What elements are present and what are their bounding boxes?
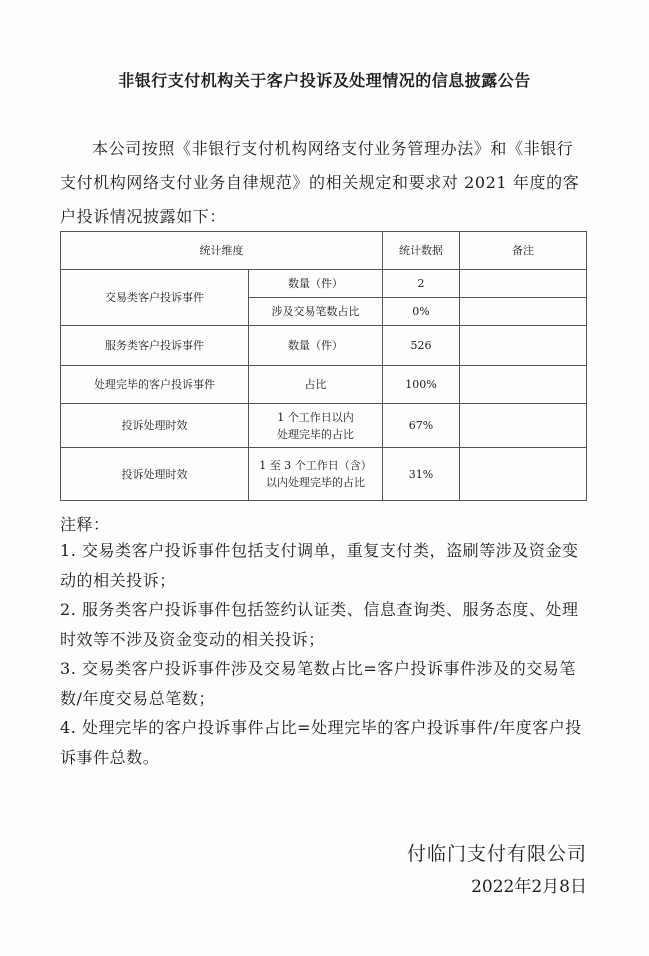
header-remarks: 备注 [460,232,587,270]
note-item: 4. 处理完毕的客户投诉事件占比=处理完毕的客户投诉事件/年度客户投诉事件总数。 [60,718,582,767]
row-remark [460,366,587,404]
row-value: 100% [383,366,460,404]
table-row [61,448,587,501]
intro-paragraph: 本公司按照《非银行支付机构网络支付业务管理办法》和《非银行支付机构网络支付业务自律规范》的相关规定和要求对 2021 年度的客户投诉情况披露如下： [60,139,580,226]
row-category: 服务类客户投诉事件 [61,326,249,366]
row-metric [249,448,383,501]
signature-company: 付临门支付有限公司 [406,843,587,865]
header-dimension: 统计维度 [61,232,383,270]
row-category: 交易类客户投诉事件 [61,270,249,326]
row-remark [460,326,587,366]
row-metric: 数量（件） [249,326,383,366]
row-metric-line: 处理完毕的占比 [277,427,354,441]
row-metric-line: 1 个工作日以内 [277,410,354,424]
row-remark [460,270,587,298]
row-value: 0% [383,298,460,326]
table-row [61,404,587,448]
row-remark [460,448,587,501]
table-row [61,270,587,298]
row-remark [460,404,587,448]
table-header-row [61,232,587,270]
row-value: 67% [383,404,460,448]
notes-heading: 注释： [60,515,110,534]
note-item: 1. 交易类客户投诉事件包括支付调单，重复支付类，盗刷等涉及资金变动的相关投诉； [60,541,579,590]
row-value: 2 [383,270,460,298]
row-value: 526 [383,326,460,366]
note-item: 2. 服务类客户投诉事件包括签约认证类、信息查询类、服务态度、处理时效等不涉及资金变动的相关投诉； [60,600,579,649]
row-value: 31% [383,448,460,501]
complaint-stats-table [60,231,587,501]
row-category: 处理完毕的客户投诉事件 [61,366,249,404]
row-metric: 占比 [249,366,383,404]
row-metric [249,404,383,448]
signature-date: 2022年2月8日 [471,877,587,897]
row-metric: 涉及交易笔数占比 [249,298,383,326]
row-category: 投诉处理时效 [61,404,249,448]
document-title: 非银行支付机构关于客户投诉及处理情况的信息披露公告 [118,71,531,90]
row-metric-line: 以内处理完毕的占比 [266,476,365,489]
row-category: 投诉处理时效 [61,448,249,501]
notes-list [60,536,588,772]
row-metric-line: 1 至 3 个工作日（含） [259,459,372,472]
note-item: 3. 交易类客户投诉事件涉及交易笔数占比=客户投诉事件涉及的交易笔数/年度交易总笔数； [60,659,576,708]
table-row [61,366,587,404]
row-metric: 数量（件） [249,270,383,298]
row-remark [460,298,587,326]
table-row [61,326,587,366]
header-data: 统计数据 [383,232,460,270]
